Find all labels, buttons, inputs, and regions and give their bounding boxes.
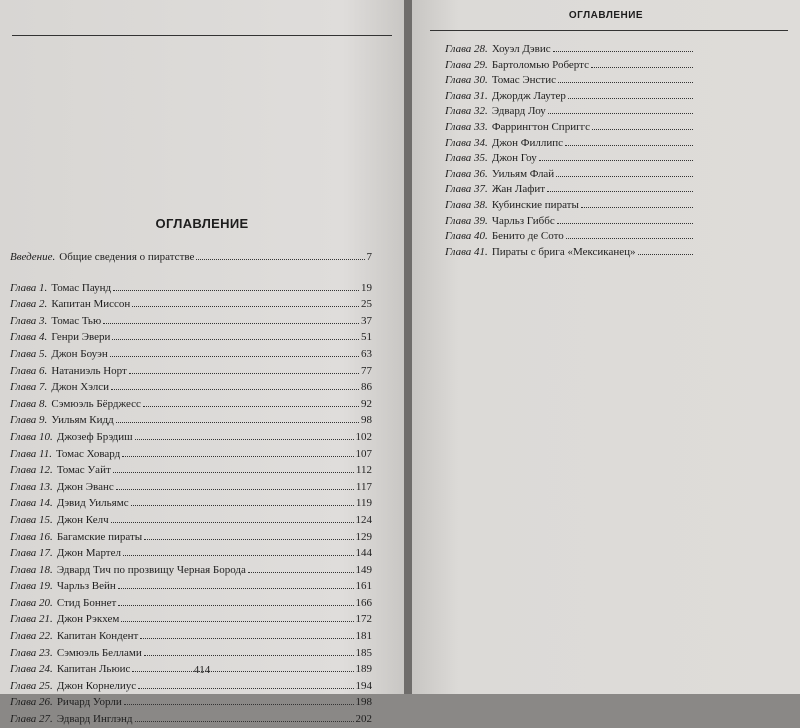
toc-entry <box>10 346 372 363</box>
toc-entry <box>10 628 372 645</box>
entry-title: Пираты с брига «Мексиканец» <box>491 245 636 258</box>
toc-entry <box>445 182 695 198</box>
entry-label: Глава 31. <box>445 89 488 102</box>
toc-entry <box>445 136 695 152</box>
toc-entry <box>445 120 695 136</box>
toc-entry <box>10 645 372 662</box>
header-rule <box>12 35 392 36</box>
entry-page-number: 166 <box>355 596 372 609</box>
toc-entry <box>10 529 372 546</box>
dot-leader <box>140 638 353 639</box>
dot-leader <box>566 238 693 239</box>
entry-title: Томас Энстис <box>491 74 557 87</box>
entry-title: Джон Хэлси <box>51 381 110 394</box>
dot-leader <box>118 605 353 606</box>
toc-entry <box>445 89 695 105</box>
dot-leader <box>111 389 359 390</box>
dot-leader <box>116 422 359 423</box>
entry-label: Глава 9. <box>10 414 48 427</box>
dot-leader <box>548 113 693 114</box>
entry-title: Джон Боуэн <box>51 347 108 360</box>
dot-leader <box>144 539 353 540</box>
dot-leader <box>135 721 354 722</box>
page-number: 414 <box>193 664 211 676</box>
entry-label: Глава 23. <box>10 646 53 659</box>
entry-title: Томас Ховард <box>56 447 121 460</box>
entry-label: Глава 11. <box>10 447 52 460</box>
toc-entry <box>10 512 372 529</box>
entry-title: Капитан Льюис <box>56 663 131 676</box>
dot-leader <box>557 223 693 224</box>
toc-entry <box>445 73 695 89</box>
entry-label: Глава 21. <box>10 613 53 626</box>
dot-leader <box>539 160 693 161</box>
toc-entry <box>10 446 372 463</box>
entry-title: Бартоломью Робертс <box>491 58 589 71</box>
entry-page-number: 119 <box>355 497 372 510</box>
entry-label: Глава 7. <box>10 381 48 394</box>
entry-title: Капитан Кондент <box>56 630 139 643</box>
dot-leader <box>568 98 693 99</box>
toc-entry <box>445 104 695 120</box>
entry-title: Ричард Уорли <box>56 696 122 709</box>
toc-entry <box>10 313 372 330</box>
entry-label: Глава 33. <box>445 120 488 133</box>
dot-leader <box>131 505 354 506</box>
toc-entry <box>10 694 372 711</box>
entry-page-number: 102 <box>355 430 372 443</box>
entry-title: Натаниэль Норт <box>51 364 127 377</box>
toc-entry <box>10 611 372 628</box>
dot-leader <box>132 671 353 672</box>
entry-page-number: 189 <box>355 663 372 676</box>
dot-leader <box>591 67 693 68</box>
toc-heading: ОГЛАВЛЕНИЕ <box>155 216 249 231</box>
entry-page-number: 107 <box>355 447 372 460</box>
entry-page-number: 185 <box>355 646 372 659</box>
entry-label: Глава 18. <box>10 563 53 576</box>
dot-leader <box>113 290 359 291</box>
entry-label: Глава 2. <box>10 298 48 311</box>
entry-label: Глава 19. <box>10 580 53 593</box>
toc-entry <box>10 280 372 297</box>
toc-entry-intro <box>10 249 372 266</box>
entry-label: Глава 12. <box>10 464 53 477</box>
entry-label: Глава 22. <box>10 630 53 643</box>
entry-label: Введение. <box>10 251 56 263</box>
toc-entry <box>10 329 372 346</box>
entry-label: Глава 37. <box>445 183 488 196</box>
toc-entry <box>10 396 372 413</box>
entry-title: Джон Мартел <box>56 547 121 560</box>
dot-leader <box>121 621 353 622</box>
entry-title: Бенито де Сото <box>491 230 564 243</box>
entry-page-number: 161 <box>355 580 372 593</box>
book-gutter <box>404 0 412 694</box>
entry-page-number: 77 <box>361 364 372 377</box>
toc-entry <box>445 42 695 58</box>
entry-page-number: 124 <box>355 513 372 526</box>
dot-leader <box>118 588 354 589</box>
entry-page-number: 7 <box>366 251 372 263</box>
entry-title: Джон Келч <box>56 513 109 526</box>
entry-title: Томас Паунд <box>51 281 112 294</box>
toc-entry <box>10 412 372 429</box>
entry-page-number: 172 <box>355 613 372 626</box>
entry-page-number: 202 <box>355 713 372 726</box>
entry-label: Глава 39. <box>445 214 488 227</box>
toc-entry <box>10 479 372 496</box>
toc-entry <box>445 58 695 74</box>
entry-title: Багамские пираты <box>56 530 143 543</box>
dot-leader <box>565 145 693 146</box>
dot-leader <box>103 323 359 324</box>
entry-title: Стид Боннет <box>56 596 117 609</box>
entry-label: Глава 8. <box>10 397 48 410</box>
entry-title: Уильям Флай <box>491 167 555 180</box>
entry-title: Кубинские пираты <box>491 198 579 211</box>
dot-leader <box>638 254 693 255</box>
entry-title: Джон Филлипс <box>491 136 563 149</box>
toc-entry <box>10 363 372 380</box>
entry-label: Глава 25. <box>10 679 53 692</box>
entry-label: Глава 24. <box>10 663 53 676</box>
dot-leader <box>111 522 354 523</box>
entry-label: Глава 28. <box>445 43 488 55</box>
toc-entry <box>10 462 372 479</box>
entry-label: Глава 26. <box>10 696 53 709</box>
entry-title: Дэвид Уильямс <box>56 497 129 510</box>
entry-title: Джордж Лаутер <box>491 89 566 102</box>
entry-title: Сэмюэль Беллами <box>56 646 142 659</box>
entry-page-number: 98 <box>361 414 372 427</box>
toc-entry <box>10 562 372 579</box>
entry-page-number: 37 <box>361 314 372 327</box>
entry-title: Хоуэл Дэвис <box>491 43 551 55</box>
entry-title: Фаррингтон Сприггс <box>491 120 590 133</box>
toc-entry <box>10 578 372 595</box>
entry-label: Глава 32. <box>445 105 488 118</box>
dot-leader <box>112 339 359 340</box>
toc-entry <box>10 379 372 396</box>
header-rule <box>430 30 788 31</box>
dot-leader <box>129 373 359 374</box>
dot-leader <box>248 572 354 573</box>
running-head: ОГЛАВЛЕНИЕ <box>568 10 644 21</box>
entry-page-number: 194 <box>355 679 372 692</box>
entry-label: Глава 14. <box>10 497 53 510</box>
dot-leader <box>547 191 693 192</box>
entry-label: Глава 40. <box>445 230 488 243</box>
toc-entry <box>10 296 372 313</box>
toc-entry <box>445 214 695 230</box>
entry-page-number: 92 <box>361 397 372 410</box>
entry-title: Эдвард Лоу <box>491 105 546 118</box>
dot-leader <box>124 704 354 705</box>
toc-entry <box>445 245 695 261</box>
entry-label: Глава 13. <box>10 480 53 493</box>
dot-leader <box>138 688 353 689</box>
entry-title: Чарльз Вейн <box>56 580 116 593</box>
toc-list-right <box>445 42 695 260</box>
entry-title: Эдвард Инглэнд <box>56 713 133 726</box>
entry-label: Глава 20. <box>10 596 53 609</box>
dot-leader <box>135 439 354 440</box>
dot-leader <box>592 129 693 130</box>
dot-leader <box>144 655 354 656</box>
entry-title: Общие сведения о пиратстве <box>59 251 195 263</box>
entry-page-number: 144 <box>355 547 372 560</box>
toc-entry <box>10 711 372 728</box>
toc-list-left <box>10 249 372 728</box>
dot-leader <box>116 489 354 490</box>
entry-label: Глава 1. <box>10 281 48 294</box>
toc-entry <box>10 495 372 512</box>
entry-page-number: 25 <box>361 298 372 311</box>
dot-leader <box>558 82 693 83</box>
toc-entry <box>445 198 695 214</box>
entry-page-number: 129 <box>355 530 372 543</box>
entry-page-number: 63 <box>361 347 372 360</box>
entry-title: Эдвард Тич по прозвищу Черная Борода <box>56 563 246 576</box>
entry-label: Глава 34. <box>445 136 488 149</box>
dot-leader <box>143 406 359 407</box>
entry-label: Глава 16. <box>10 530 53 543</box>
dot-leader <box>132 306 359 307</box>
dot-leader <box>581 207 693 208</box>
entry-title: Джон Корнелиус <box>56 679 137 692</box>
entry-label: Глава 30. <box>445 74 488 87</box>
entry-label: Глава 29. <box>445 58 488 71</box>
toc-entry <box>10 678 372 695</box>
entry-title: Генри Эвери <box>51 331 111 344</box>
entry-title: Джон Эванс <box>56 480 114 493</box>
entry-page-number: 19 <box>361 281 372 294</box>
entry-label: Глава 10. <box>10 430 53 443</box>
entry-title: Джон Рэкхем <box>56 613 120 626</box>
entry-label: Глава 3. <box>10 314 48 327</box>
toc-entry <box>10 661 372 678</box>
entry-title: Томас Уайт <box>56 464 111 477</box>
toc-entry <box>10 545 372 562</box>
entry-page-number: 198 <box>355 696 372 709</box>
dot-leader <box>110 356 359 357</box>
entry-page-number: 112 <box>355 464 372 477</box>
dot-leader <box>553 51 693 52</box>
dot-leader <box>122 456 353 457</box>
entry-label: Глава 15. <box>10 513 53 526</box>
entry-title: Джон Гоу <box>491 152 537 165</box>
entry-title: Чарльз Гиббс <box>491 214 555 227</box>
toc-entry <box>10 595 372 612</box>
entry-page-number: 181 <box>355 630 372 643</box>
dot-leader <box>123 555 354 556</box>
entry-page-number: 51 <box>361 331 372 344</box>
entry-label: Глава 17. <box>10 547 53 560</box>
dot-leader <box>113 472 354 473</box>
toc-entry <box>445 229 695 245</box>
entry-label: Глава 36. <box>445 167 488 180</box>
entry-label: Глава 27. <box>10 713 53 726</box>
entry-label: Глава 4. <box>10 331 48 344</box>
entry-title: Джозеф Брэдиш <box>56 430 133 443</box>
entry-page-number: 149 <box>355 563 372 576</box>
entry-label: Глава 5. <box>10 347 48 360</box>
entry-title: Жан Лафит <box>491 183 546 196</box>
entry-title: Сэмюэль Бёрджесс <box>51 397 141 410</box>
entry-title: Капитан Миссон <box>51 298 131 311</box>
toc-entry <box>445 151 695 167</box>
entry-page-number: 86 <box>361 381 372 394</box>
toc-entry <box>445 167 695 183</box>
dot-leader <box>196 259 364 260</box>
entry-label: Глава 6. <box>10 364 48 377</box>
entry-label: Глава 35. <box>445 152 488 165</box>
entry-label: Глава 41. <box>445 245 488 258</box>
dot-leader <box>556 176 693 177</box>
entry-title: Томас Тью <box>51 314 102 327</box>
entry-page-number: 117 <box>355 480 372 493</box>
entry-label: Глава 38. <box>445 198 488 211</box>
entry-title: Уильям Кидд <box>51 414 114 427</box>
toc-entry <box>10 429 372 446</box>
